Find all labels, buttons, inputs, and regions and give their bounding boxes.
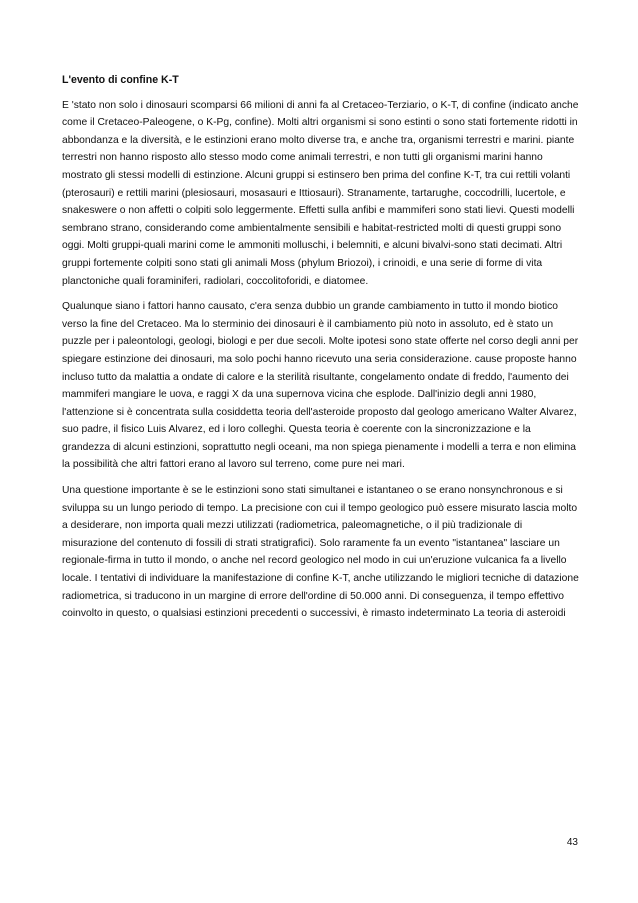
paragraph-1: E 'stato non solo i dinosauri scomparsi 66 milioni di anni fa al Cretaceo-Terziario, o K-T, di confine (indicato anche come il Cretaceo-Paleogene, o K-Pg, confine). Molti altri organismi si sono estinti o sono stati fortemente ridotti in abbondanza e la diversità, e le estinzioni erano molto diverse tra, e anche tra, organismi terrestri e marini. piante terrestri non hanno risposto allo stesso modo come animali terrestri, e non tutti gli organismi marini hanno mostrato gli stessi modelli di estinzione. Alcuni gruppi si estinsero ben prima del confine K-T, tra cui rettili volanti (pterosauri) e rettili marini (plesiosauri, mosasauri e Ittiosauri). Stranamente, tartarughe, coccodrilli, lucertole, e snakeswere o non affetti o colpiti solo leggermente. Effetti sulla anfibi e mammiferi sono stati lievi. Questi modelli sembrano strano, considerando come ambientalmente sensibili e habitat-restricted molti di questi gruppi sono oggi. Molti gruppi-quali marini come le ammoniti molluschi, i belemniti, e alcuni bivalvi-sono stati decimati. Altri gruppi fortemente colpiti sono stati gli animali Moss (phylum Briozoi), i crinoidi, e una serie di forme di vita planctoniche quali foraminiferi, radiolari, coccolitoforidi, e diatomee. xyxy=(62,99,579,287)
page-number: 43 xyxy=(566,837,578,848)
page-content xyxy=(62,72,580,631)
paragraph-2: Qualunque siano i fattori hanno causato, c'era senza dubbio un grande cambiamento in tutto il mondo biotico verso la fine del Cretaceo. Ma lo sterminio dei dinosauri è il cambiamento più noto in assoluto, ed è stato un puzzle per i paleontologi, geologi, biologi e per due secoli. Molte ipotesi sono state offerte nel corso degli anni per spiegare estinzione dei dinosauri, ma solo pochi hanno ricevuto una seria considerazione. cause proposte hanno incluso tutto da malattia a ondate di calore e la sterilità risultante, congelamento ondate di freddo, l'aumento dei mammiferi mangiare le uova, e raggi X da una supernova vicina che esplode. Dall'inizio degli anni 1980, l'attenzione si è concentrata sulla cosiddetta teoria dell'asteroide proposto dal geologo americano Walter Alvarez, suo padre, il fisico Luis Alvarez, ed i loro colleghi. Questa teoria è coerente con la sincronizzazione e la grandezza di alcuni estinzioni, soprattutto negli oceani, ma non spiega pienamente i modelli a terra e non elimina la possibilità che altri fattori erano al lavoro sul terreno, come pure nei mari. xyxy=(62,301,579,471)
section-heading: L'evento di confine K-T xyxy=(62,74,179,86)
paragraph-3: Una questione importante è se le estinzioni sono stati simultanei e istantaneo o se erano nonsynchronous e si sviluppa su un lungo periodo di tempo. La precisione con cui il tempo geologico può essere misurato lascia molto a desiderare, non importa quali mezzi utilizzati (radiometrica, paleomagnetiche, o il più tradizionale di misurazione del contenuto di fossili di strati stratigrafici). Solo raramente fa un evento "istantanea" lasciare un regionale-firma in tutto il mondo, o anche nel record geologico nel modo in cui un'eruzione vulcanica fa a livello locale. I tentativi di individuare la manifestazione di confine K-T, anche utilizzando le migliori tecniche di datazione radiometrica, si traducono in un margine di errore dell'ordine di 50.000 anni. Di conseguenza, il tempo effettivo coinvolto in questo, o qualsiasi estinzioni precedenti o successivi, è rimasto indeterminato La teoria di asteroidi xyxy=(62,485,579,620)
